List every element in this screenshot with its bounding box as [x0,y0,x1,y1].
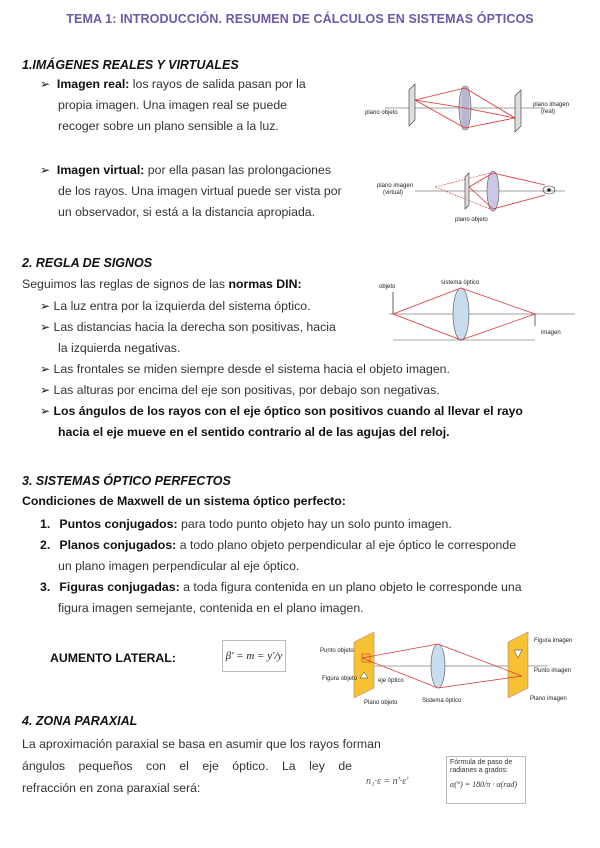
section-2-heading: 2. REGLA DE SIGNOS [22,256,153,270]
radian-degree-formula-box: Fórmula de paso de radianes a grados: α(°) = 180/π · α(rad) [446,756,526,804]
sign-rule-diagram [375,276,585,348]
paraxial-line-1: La aproximación paraxial se basa en asumir que los rayos forman [22,737,381,751]
page-title: TEMA 1: INTRODUCCIÓN. RESUMEN DE CÁLCULOS EN SISTEMAS ÓPTICOS [66,12,534,26]
fig4-figura-objeto: Figura objeto [322,676,358,682]
fig4-sistema-optico: Sistema óptico [422,698,462,704]
bullet-arrow-icon: ➢ [40,163,51,177]
fig2-plano-objeto: plano objeto [455,217,488,223]
fig1-plano-objeto: plano objeto [365,110,398,116]
fig2-virtual: (virtual) [383,190,404,196]
paraxial-line-2: ángulos pequeños con el eje óptico. La ley de [22,759,352,773]
paraxial-refraction-law: n₁·ε = n'·ε' [366,776,409,787]
fig3-imagen: imagen [541,330,561,336]
condition-1: 1. Puntos conjugados: para todo punto objeto hay un solo punto imagen. [40,517,452,531]
real-image-diagram [365,70,585,140]
fig1-real: (real) [541,109,556,115]
aumento-lateral-label: AUMENTO LATERAL: [50,651,176,665]
bullet-arrow-icon: ➢ [40,320,51,334]
condition-3: 3. Figuras conjugadas: a toda figura contenida en un plano objeto le corresponde una [40,580,522,594]
virtual-image-paragraph: ➢ Imagen virtual: por ella pasan las prolongaciones de los rayos. Una imagen virtual puede ser vista por un observador, si está a la distancia apropiada. [40,163,342,219]
conjugate-planes-diagram [318,630,588,708]
fig4-eje-optico: eje óptico [378,678,404,684]
bullet-arrow-icon: ➢ [40,404,51,418]
section-4-heading: 4. ZONA PARAXIAL [22,714,138,728]
paraxial-line-3: refracción en zona paraxial será: [22,781,201,795]
fig1-plano-imagen: plano imagen [533,102,570,108]
din-intro: Seguimos las reglas de signos de las normas DIN: [22,277,302,291]
fig4-punto-objeto: Punto objeto [320,648,354,654]
bullet-arrow-icon: ➢ [40,77,51,91]
sign-rules-list: ➢ La luz entra por la izquierda del sistema óptico. ➢ Las distancias hacia la derecha son positivas, hacia la izquierda negativas. ➢ Las frontales se miden siempre desde el sistema hacia el objeto imagen. ➢ Las alturas por encima del eje son positivas, por debajo son negativas. ➢ Los ángulos de los rayos con el eje óptico son positivos cuando al llevar el rayo hacia el eje mueve en el sentido contrario al de las agujas del reloj. [40,299,523,439]
fig4-punto-imagen: Punto imagen [534,668,572,674]
fig3-sistema-optico: sistema óptico [441,280,480,286]
condition-2: 2. Planos conjugados: a todo plano objeto perpendicular al eje óptico le corresponde [40,538,517,552]
bullet-arrow-icon: ➢ [40,362,51,376]
lateral-magnification-formula: β' = m = y'/y [222,640,286,672]
fig4-plano-imagen: Plano imagen [530,696,567,702]
bullet-arrow-icon: ➢ [40,299,51,313]
fig4-figura-imagen: Figura imagen [534,638,573,644]
fig2-plano-imagen: plano imagen [377,183,414,189]
bullet-arrow-icon: ➢ [40,383,51,397]
maxwell-heading: Condiciones de Maxwell de un sistema óptico perfecto: [22,494,346,508]
section-1-heading: 1.IMÁGENES REALES Y VIRTUALES [22,58,239,72]
section-3-heading: 3. SISTEMAS ÓPTICO PERFECTOS [22,474,231,488]
maxwell-conditions: 1. Puntos conjugados: para todo punto objeto hay un solo punto imagen. 2. Planos conjugados: a todo plano objeto perpendicular al eje óptico le corresponde un plano imagen perpendicular al eje óptico. 3. Figuras conjugadas: a toda figura contenida en un plano objeto le corresponde una figura imagen semejante, contenida en el plano imagen. [40,514,580,619]
fig4-plano-objeto: Plano objeto [364,700,398,706]
fig3-objeto: objeto [379,284,396,290]
real-image-paragraph: ➢ Imagen real: los rayos de salida pasan por la propia imagen. Una imagen real se puede recoger sobre un plano sensible a la luz. [40,77,306,133]
virtual-image-diagram [375,165,575,227]
